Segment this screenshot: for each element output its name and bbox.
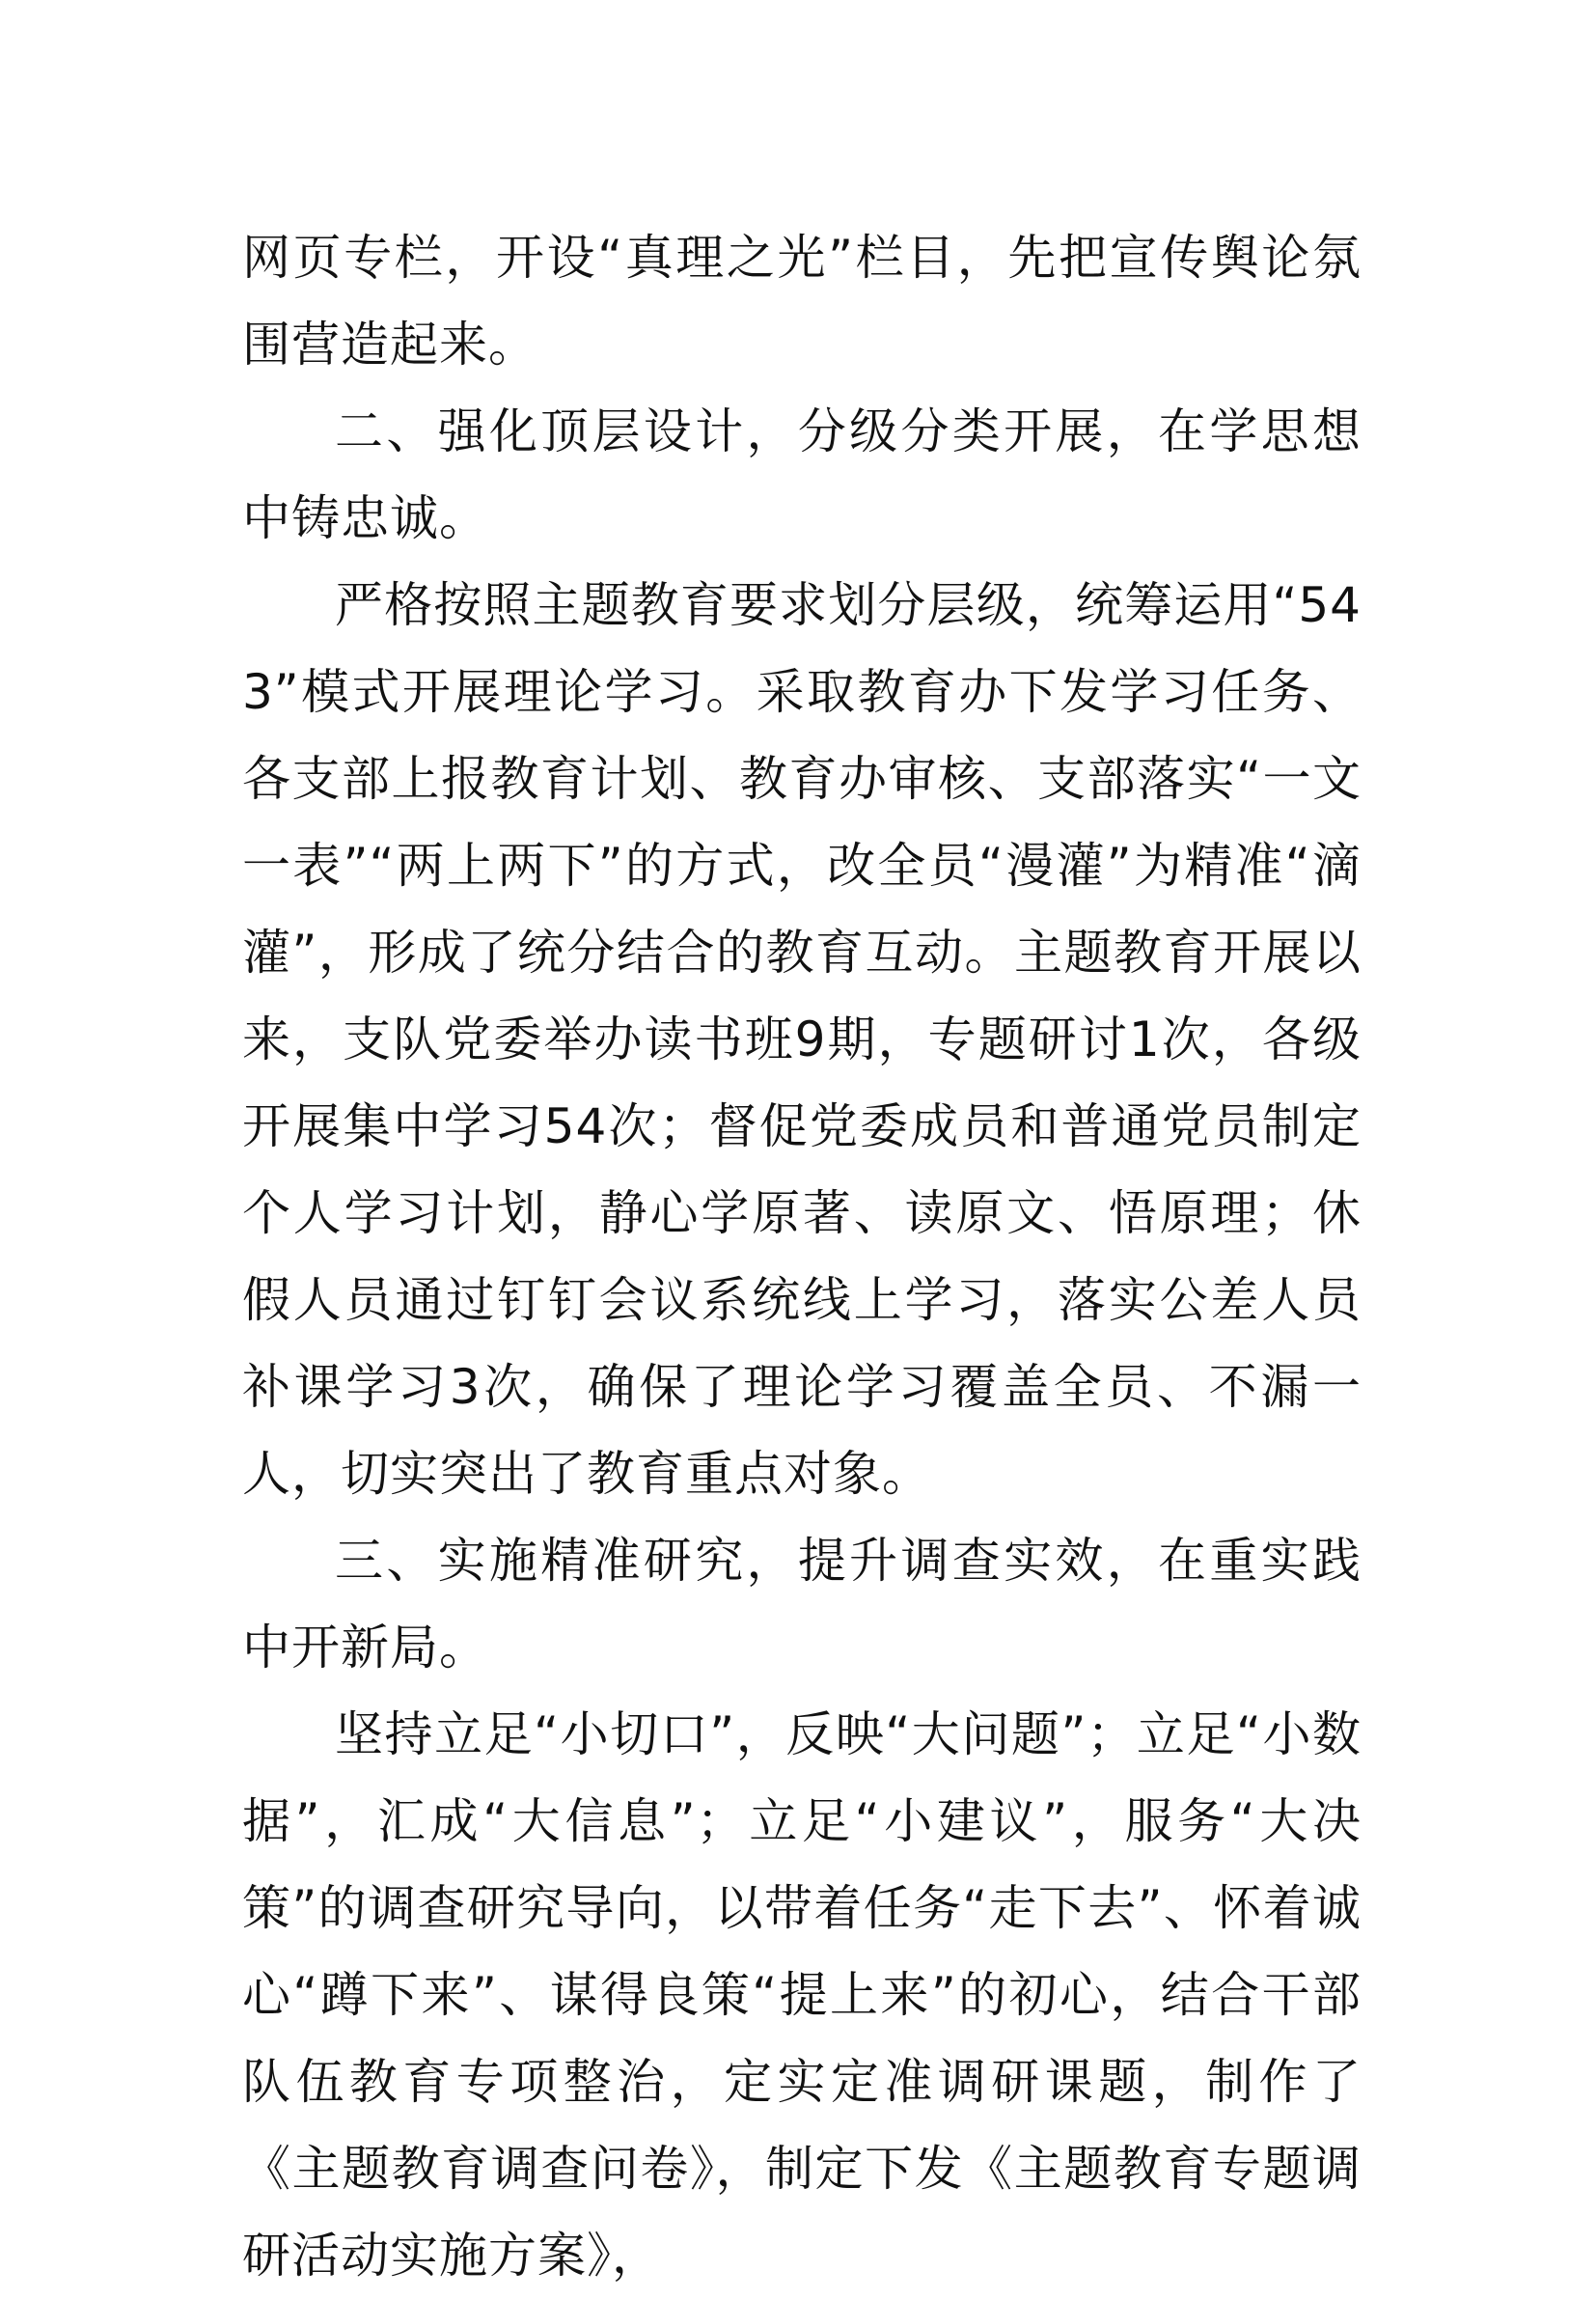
paragraph-intro-continuation: 网页专栏，开设“真理之光”栏目，先把宣传舆论氛围营造起来。 xyxy=(242,230,1362,373)
paragraph-research: 坚持立足“小切口”，反映“大问题”；立足“小数据”，汇成“大信息”；立足“小建议”，服务“大决策”的调查研究导向，以带着任务“走下去”、怀着诚心“蹲下来”、谋得良策“提上来”的初心，结合干部队伍教育专项整治，定实定准调研课题，制作了《主题教育调查问卷》，制定下发《主题教育专题调研活动实施方案》， xyxy=(242,1706,1362,2284)
paragraph-theory-study: 严格按照主题教育要求划分层级，统筹运用“543”模式开展理论学习。采取教育办下发学习任务、各支部上报教育计划、教育办审核、支部落实“一文一表”“两上两下”的方式，改全员“漫灌”为精准“滴灌”，形成了统分结合的教育互动。主题教育开展以来，支队党委举办读书班9期，专题研讨1次，各级开展集中学习54次；督促党委成员和普通党员制定个人学习计划，静心学原著、读原文、悟原理；休假人员通过钉钉会议系统线上学习，落实公差人员补课学习3次，确保了理论学习覆盖全员、不漏一人，切实突出了教育重点对象。 xyxy=(242,577,1362,1502)
section-heading-three: 三、实施精准研究，提升调查实效，在重实践中开新局。 xyxy=(242,1533,1362,1676)
section-heading-two: 二、强化顶层设计，分级分类开展，在学思想中铸忠诚。 xyxy=(242,403,1362,546)
document-body xyxy=(242,214,1362,2299)
